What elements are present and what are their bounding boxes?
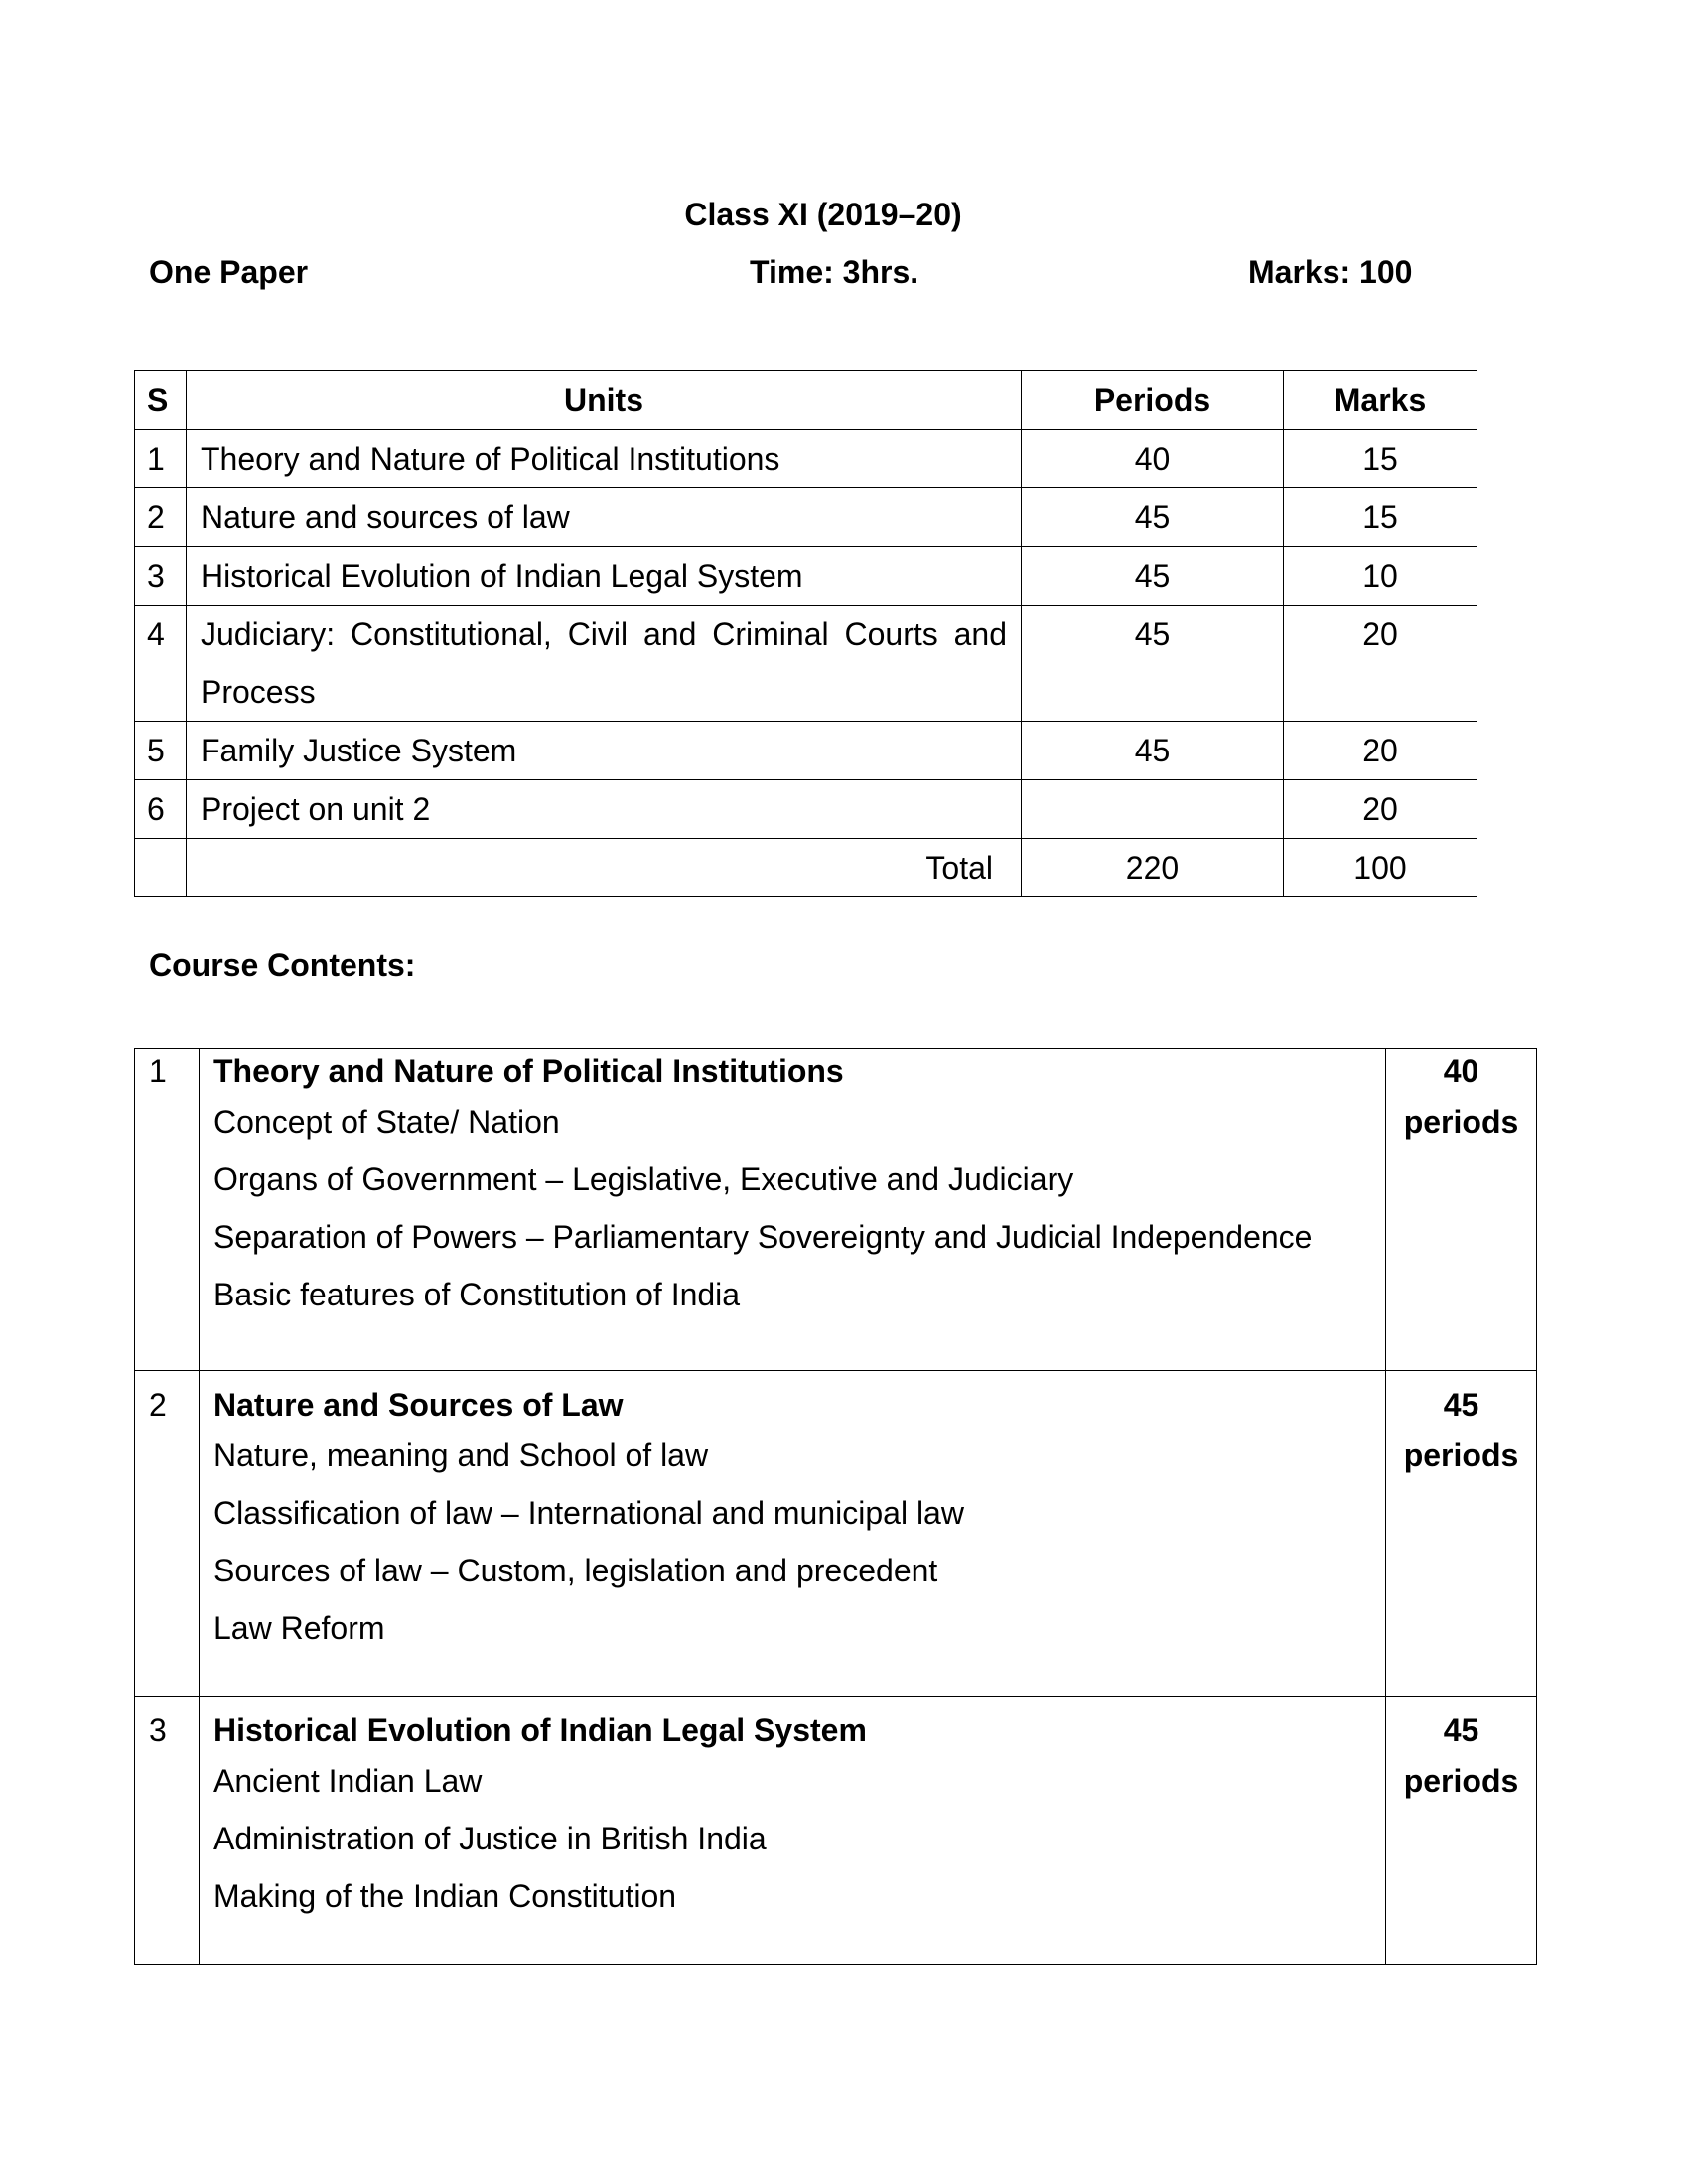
summary-table bbox=[134, 370, 1477, 897]
unit-title: Nature and Sources of Law bbox=[213, 1387, 624, 1423]
column-header-units: Units bbox=[187, 371, 1022, 430]
cell-s: 1 bbox=[135, 430, 187, 488]
topic-item: Administration of Justice in British India bbox=[213, 1821, 767, 1856]
cell-periods: 45 bbox=[1022, 722, 1284, 780]
unit-title: Historical Evolution of Indian Legal System bbox=[213, 1712, 867, 1748]
unit-periods-label: periods bbox=[1403, 1437, 1519, 1473]
unit-content-cell bbox=[200, 1049, 1386, 1371]
cell-s: 5 bbox=[135, 722, 187, 780]
topic-list bbox=[213, 1427, 1371, 1657]
total-label: Total bbox=[187, 839, 1022, 897]
column-header-s: S bbox=[135, 371, 187, 430]
marks-label: Marks: 100 bbox=[1248, 254, 1413, 290]
cell-marks: 15 bbox=[1284, 488, 1477, 547]
cell-unit: Project on unit 2 bbox=[187, 780, 1022, 839]
table-row bbox=[135, 488, 1477, 547]
table-row bbox=[135, 606, 1477, 722]
table-row bbox=[135, 780, 1477, 839]
cell-unit: Historical Evolution of Indian Legal System bbox=[187, 547, 1022, 606]
time-label: Time: 3hrs. bbox=[750, 254, 919, 290]
cell-s: 6 bbox=[135, 780, 187, 839]
cell-unit: Judiciary: Constitutional, Civil and Criminal Courts and Process bbox=[187, 606, 1022, 722]
unit-periods-number: 45 bbox=[1443, 1387, 1479, 1423]
table-row bbox=[135, 547, 1477, 606]
topic-item: Making of the Indian Constitution bbox=[213, 1878, 677, 1914]
cell-periods: 45 bbox=[1022, 547, 1284, 606]
unit-periods-number: 45 bbox=[1443, 1712, 1479, 1748]
unit-periods-label: periods bbox=[1403, 1763, 1519, 1799]
table-row bbox=[135, 722, 1477, 780]
topic-list bbox=[213, 1752, 1371, 1925]
column-header-marks: Marks bbox=[1284, 371, 1477, 430]
topic-item: Sources of law – Custom, legislation and precedent bbox=[213, 1553, 938, 1588]
topic-item: Classification of law – International and municipal law bbox=[213, 1495, 964, 1531]
topic-item: Concept of State/ Nation bbox=[213, 1104, 560, 1140]
cell-marks: 20 bbox=[1284, 606, 1477, 722]
unit-periods-cell bbox=[1386, 1049, 1537, 1371]
unit-periods-cell bbox=[1386, 1697, 1537, 1965]
cell-unit: Family Justice System bbox=[187, 722, 1022, 780]
cell-unit: Nature and sources of law bbox=[187, 488, 1022, 547]
course-unit-row bbox=[135, 1371, 1537, 1697]
unit-number: 3 bbox=[149, 1712, 167, 1748]
topic-item: Ancient Indian Law bbox=[213, 1763, 483, 1799]
cell-marks: 20 bbox=[1284, 780, 1477, 839]
cell-unit: Theory and Nature of Political Institutions bbox=[187, 430, 1022, 488]
unit-title: Theory and Nature of Political Institutions bbox=[213, 1053, 844, 1089]
cell-marks: 15 bbox=[1284, 430, 1477, 488]
unit-number-cell bbox=[135, 1049, 200, 1371]
topic-item: Organs of Government – Legislative, Executive and Judiciary bbox=[213, 1161, 1074, 1197]
cell-s-empty bbox=[135, 839, 187, 897]
cell-periods: 45 bbox=[1022, 606, 1284, 722]
column-header-periods: Periods bbox=[1022, 371, 1284, 430]
summary-header-row bbox=[135, 371, 1477, 430]
topic-item: Basic features of Constitution of India bbox=[213, 1277, 741, 1312]
course-unit-row bbox=[135, 1697, 1537, 1965]
topic-item: Law Reform bbox=[213, 1610, 385, 1646]
topic-item: Nature, meaning and School of law bbox=[213, 1437, 709, 1473]
unit-number: 1 bbox=[149, 1053, 167, 1089]
unit-number-cell bbox=[135, 1371, 200, 1697]
cell-s: 3 bbox=[135, 547, 187, 606]
cell-periods: 45 bbox=[1022, 488, 1284, 547]
unit-content-cell bbox=[200, 1371, 1386, 1697]
unit-number: 2 bbox=[149, 1387, 167, 1423]
cell-marks: 10 bbox=[1284, 547, 1477, 606]
cell-s: 2 bbox=[135, 488, 187, 547]
topic-list bbox=[213, 1093, 1371, 1323]
cell-marks: 20 bbox=[1284, 722, 1477, 780]
unit-periods-cell bbox=[1386, 1371, 1537, 1697]
course-contents-heading: Course Contents: bbox=[149, 947, 416, 983]
total-periods: 220 bbox=[1022, 839, 1284, 897]
course-unit-row bbox=[135, 1049, 1537, 1371]
cell-s: 4 bbox=[135, 606, 187, 722]
cell-periods: 40 bbox=[1022, 430, 1284, 488]
course-contents-table bbox=[134, 1048, 1537, 1965]
topic-item: Separation of Powers – Parliamentary Sovereignty and Judicial Independence bbox=[213, 1219, 1313, 1255]
total-marks: 100 bbox=[1284, 839, 1477, 897]
unit-number-cell bbox=[135, 1697, 200, 1965]
unit-content-cell bbox=[200, 1697, 1386, 1965]
cell-periods bbox=[1022, 780, 1284, 839]
page-title: Class XI (2019–20) bbox=[684, 197, 962, 232]
total-row bbox=[135, 839, 1477, 897]
paper-label: One Paper bbox=[149, 254, 309, 290]
unit-periods-number: 40 bbox=[1443, 1053, 1479, 1089]
unit-periods-label: periods bbox=[1403, 1104, 1519, 1140]
table-row bbox=[135, 430, 1477, 488]
